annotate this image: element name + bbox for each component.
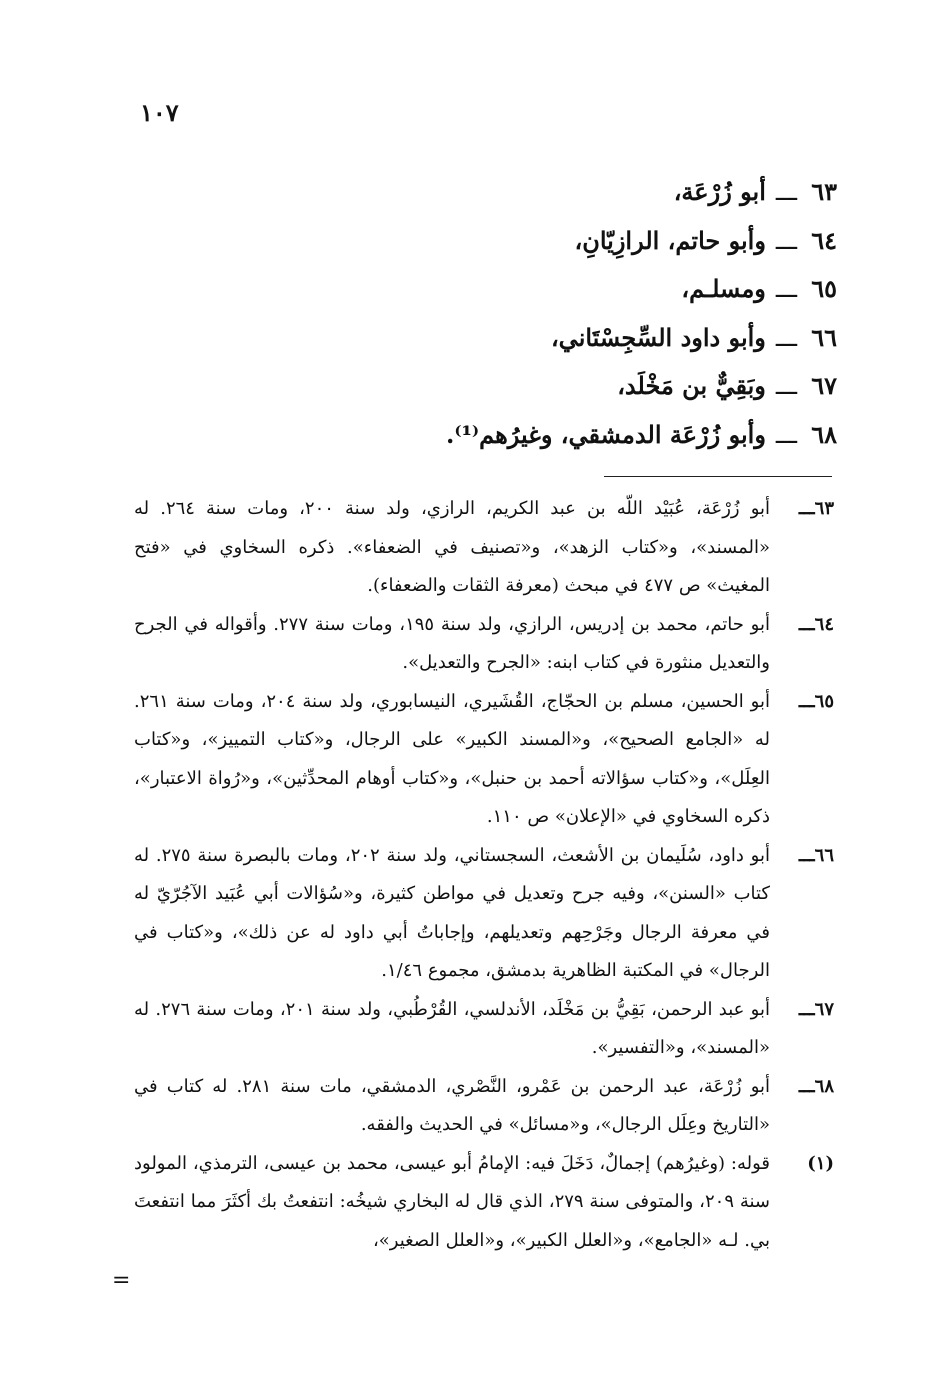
footnote-label	[770, 837, 834, 876]
footnote-dash: ـــ	[798, 1075, 815, 1097]
main-list-item	[137, 411, 837, 460]
continuation-mark: =	[112, 1268, 131, 1293]
item-dash: ـــ	[775, 275, 797, 303]
footnote-number: ٦٤	[814, 613, 834, 635]
main-list-item	[137, 265, 837, 314]
item-number: ٦٧	[811, 371, 837, 400]
item-name: وأبو زُرْعَة الدمشقي، وغيرُهم⁽¹⁾.	[445, 419, 766, 449]
page-number: ١٠٧	[140, 98, 179, 127]
item-number: ٦٨	[811, 419, 837, 449]
footnote-number: ٦٦	[814, 844, 834, 866]
footnote-text: قوله: (وغيرُهم) إجمالٌ، دَخَلَ فيه: الإمامُ أبو عيسى، محمد بن عيسى، الترمذي، المولود سنة ٢٠٩، والمتوفى سنة ٢٧٩، الذي قال له البخاري شيخُه: انتفعتُ بك أكثَرَ مما انتفعتَ بي. لـه «الجامع»، و«العلل الكبير»، و«العلل الصغير»،	[134, 1152, 771, 1251]
footnote	[134, 1068, 834, 1145]
footnote-label	[770, 1068, 834, 1107]
footnote-number: (١)	[807, 1152, 834, 1174]
item-name: وأبو حاتم، الرازِيّانِ،	[574, 225, 766, 255]
footnote	[134, 837, 834, 991]
item-name: أبو زُرْعَة،	[673, 177, 766, 206]
footnote-dash: ـــ	[798, 690, 815, 712]
item-number: ٦٤	[811, 225, 837, 255]
item-name: وبَقِيٌّ بن مَخْلَد،	[617, 371, 766, 400]
item-number: ٦٣	[811, 177, 837, 206]
footnote-dash: ـــ	[798, 998, 815, 1020]
footnote-label	[770, 683, 834, 722]
main-list-item	[137, 362, 837, 411]
footnote-dash: ـــ	[798, 498, 815, 519]
item-number: ٦٦	[811, 322, 837, 352]
footnote	[134, 991, 834, 1068]
footnote-text: أبو داود، سُلَيمان بن الأشعث، السجستاني، ولد سنة ٢٠٢، ومات بالبصرة سنة ٢٧٥. له كتاب «السنن»، وفيه جرح وتعديل في مواطن كثيرة، و«سُؤالات أبي عُبَيد الآجُرّيّ له في معرفة الرجال وجَرْحِهم وتعديلهم، وإجاباتُ أبي داود له عن ذلك»، و«كتاب في الرجال» في المكتبة الظاهرية بدمشق، مجموع ١/٤٦.	[134, 844, 770, 981]
item-dash: ـــ	[775, 178, 797, 206]
footnotes	[134, 490, 834, 1260]
footnote	[134, 1145, 834, 1261]
footnote-text: أبو زُرْعَة، عبد الرحمن بن عَمْرو، النَّصْري، الدمشقي، مات سنة ٢٨١. له كتاب في «التاريخ وعِلَل الرجال»، و«مسائل» في الحديث والفقه.	[134, 1075, 771, 1135]
footnote-label	[770, 1145, 834, 1184]
footnote-dash: ـــ	[798, 844, 815, 866]
footnote-number: ٦٣	[814, 498, 834, 519]
item-dash: ـــ	[775, 420, 797, 449]
item-dash: ـــ	[775, 226, 797, 255]
footnote-dash: ـــ	[798, 613, 815, 635]
footnote-text: أبو زُرْعَة، عُبَيْد اللّه بن عبد الكريم، الرازي، ولد سنة ٢٠٠، ومات سنة ٢٦٤. له «المسند»، و«كتاب الزهد»، و«تصنيف في الضعفاء». ذكره السخاوي في «فتح المغيث» ص ٤٧٧ في مبحث (معرفة الثقات والضعفاء).	[134, 498, 771, 596]
footnote	[134, 683, 834, 837]
footnote-label	[770, 606, 834, 645]
footnote-text: أبو الحسين، مسلم بن الحجّاج، القُشَيري، النيسابوري، ولد سنة ٢٠٤، ومات سنة ٢٦١. له «الجامع الصحيح»، و«المسند الكبير» على الرجال، و«كتاب التمييز»، و«كتاب العِلَل»، و«كتاب سؤالاته أحمد بن حنبل»، و«كتاب أوهام المحدِّثين»، و«رُواة الاعتبار»، ذكره السخاوي في «الإعلان» ص ١١٠.	[134, 690, 770, 827]
item-name: وأبو داود السِّجِسْتَاني،	[550, 322, 766, 352]
footnote-number: ٦٧	[814, 998, 834, 1020]
footnote-text: أبو حاتم، محمد بن إدريس، الرازي، ولد سنة ١٩٥، ومات سنة ٢٧٧. وأقواله في الجرح والتعديل منثورة في كتاب ابنه: «الجرح والتعديل».	[134, 613, 770, 673]
item-number: ٦٥	[811, 274, 837, 303]
main-list-item	[137, 314, 837, 363]
footnote-divider	[604, 476, 832, 477]
footnote	[134, 606, 834, 683]
main-list	[137, 168, 837, 459]
item-dash: ـــ	[775, 323, 797, 352]
footnote	[134, 490, 834, 606]
footnote-text: أبو عبد الرحمن، بَقِيُّ بن مَخْلَد، الأندلسي، القُرْطُبي، ولد سنة ٢٠١، ومات سنة ٢٧٦. له «المسند»، و«التفسير».	[134, 998, 770, 1058]
item-dash: ـــ	[775, 372, 797, 400]
footnote-number: ٦٥	[814, 690, 834, 712]
item-name: ومسلـم،	[681, 274, 766, 303]
footnote-label	[770, 490, 834, 529]
footnote-number: ٦٨	[814, 1075, 834, 1097]
main-list-item	[137, 217, 837, 266]
main-list-item	[137, 168, 837, 217]
footnote-label	[770, 991, 834, 1030]
